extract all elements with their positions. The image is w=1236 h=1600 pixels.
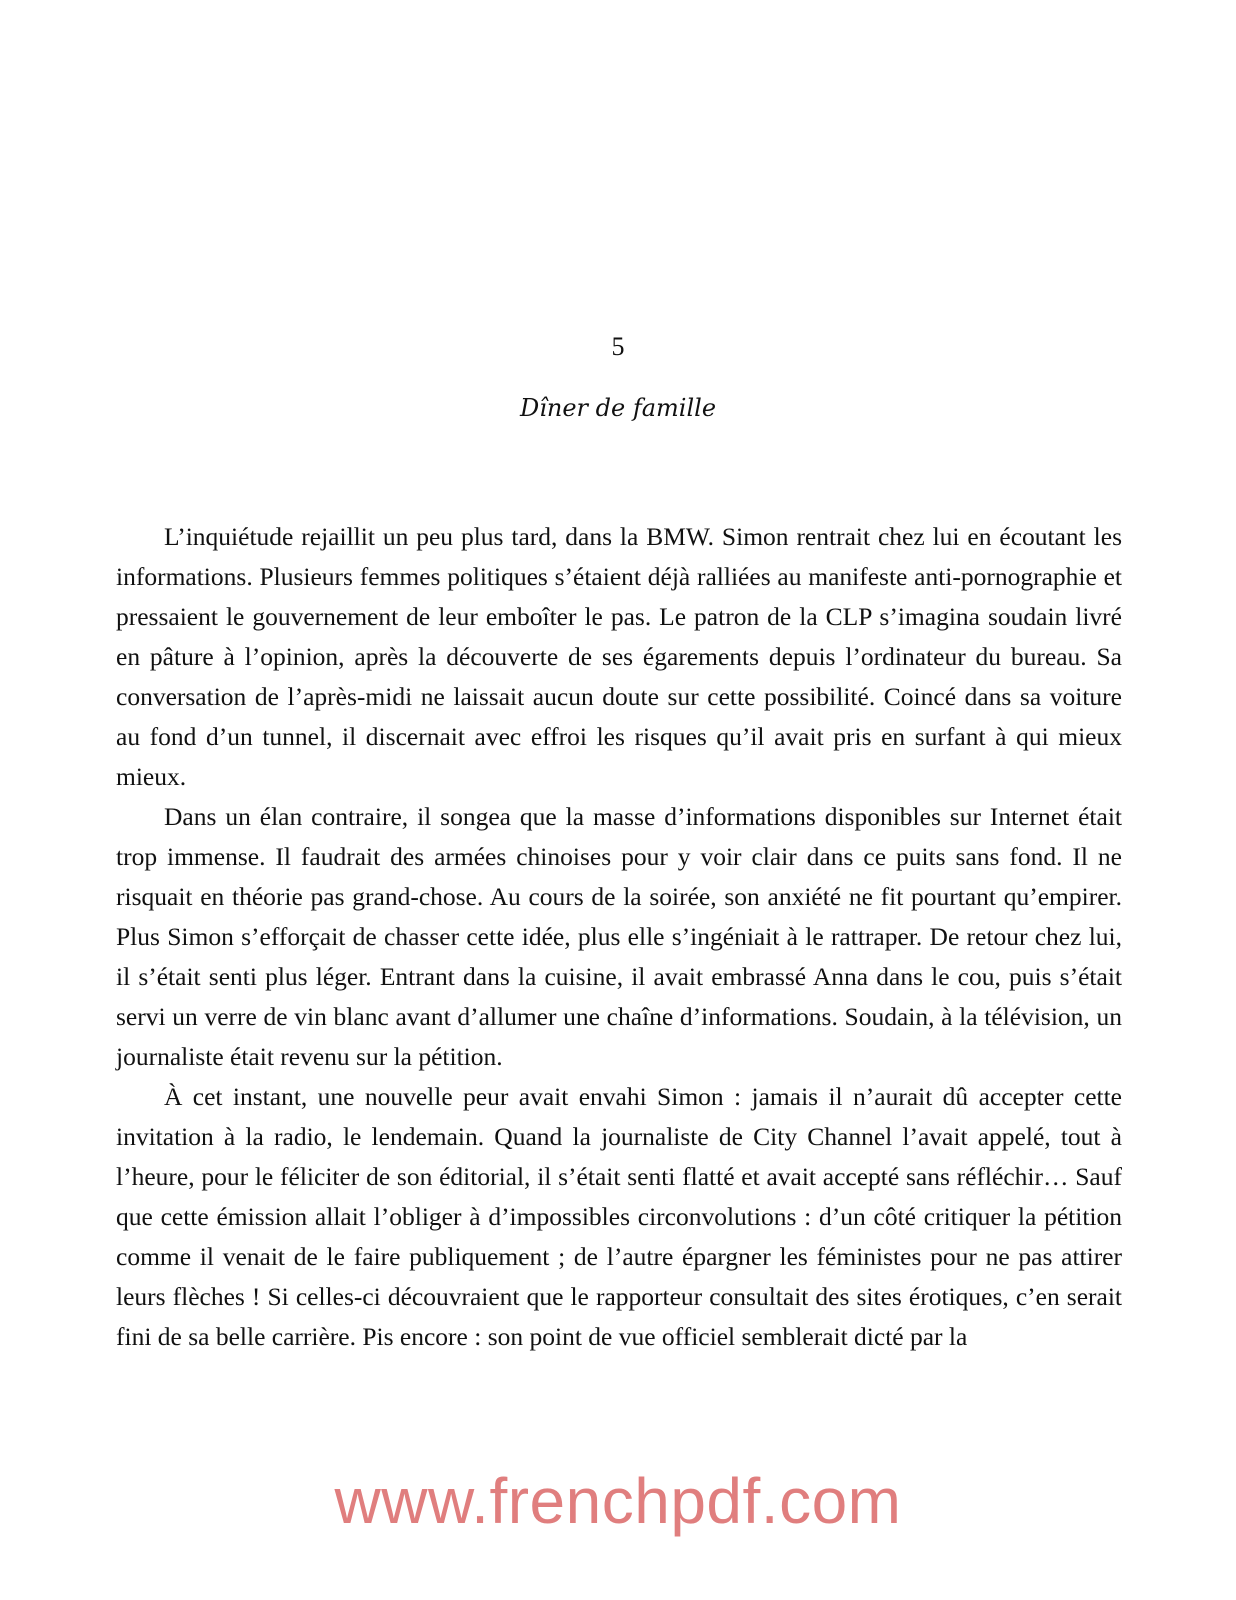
paragraph: L’inquiétude rejaillit un peu plus tard, dans la BMW. Simon rentrait chez lui en écoutant les informations. Plusieurs femmes politiques s’étaient déjà ralliées au manifeste anti-pornographie et pressaient le gouvernement de leur emboîter le pas. Le patron de la CLP s’imagina soudain livré en pâture à l’opinion, après la découverte de ses égarements depuis l’ordinateur du bureau. Sa conversation de l’après-midi ne laissait aucun doute sur cette possibilité. Coincé dans sa voiture au fond d’un tunnel, il discernait avec effroi les risques qu’il avait pris en surfant à qui mieux mieux. xyxy=(116,522,1122,791)
paragraph: À cet instant, une nouvelle peur avait envahi Simon : jamais il n’aurait dû accepter cette invitation à la radio, le lendemain. Quand la journaliste de City Channel l’avait appelé, tout à l’heure, pour le féliciter de son éditorial, il s’était senti flatté et avait accepté sans réfléchir… Sauf que cette émission allait l’obliger à d’impossibles circonvolutions : d’un côté critiquer la pétition comme il venait de le faire publiquement ; de l’autre épargner les féministes pour ne pas attirer leurs flèches ! Si celles-ci découvraient que le rapporteur consultait des sites érotiques, c’en serait fini de sa belle carrière. Pis encore : son point de vue officiel semblerait dicté par la xyxy=(116,1082,1122,1351)
chapter-body xyxy=(116,517,1122,1357)
chapter-title: Dîner de famille xyxy=(519,394,717,422)
chapter-number: 5 xyxy=(611,332,625,361)
paragraph: Dans un élan contraire, il songea que la masse d’informations disponibles sur Internet était trop immense. Il faudrait des armées chinoises pour y voir clair dans ce puits sans fond. Il ne risquait en théorie pas grand-chose. Au cours de la soirée, son anxiété ne fit pourtant qu’empirer. Plus Simon s’efforçait de chasser cette idée, plus elle s’ingéniait à le rattraper. De retour chez lui, il s’était senti plus léger. Entrant dans la cuisine, il avait embrassé Anna dans le cou, puis s’était servi un verre de vin blanc avant d’allumer une chaîne d’informations. Soudain, à la télévision, un journaliste était revenu sur la pétition. xyxy=(116,802,1122,1071)
watermark-url: www.frenchpdf.com xyxy=(334,1465,902,1537)
